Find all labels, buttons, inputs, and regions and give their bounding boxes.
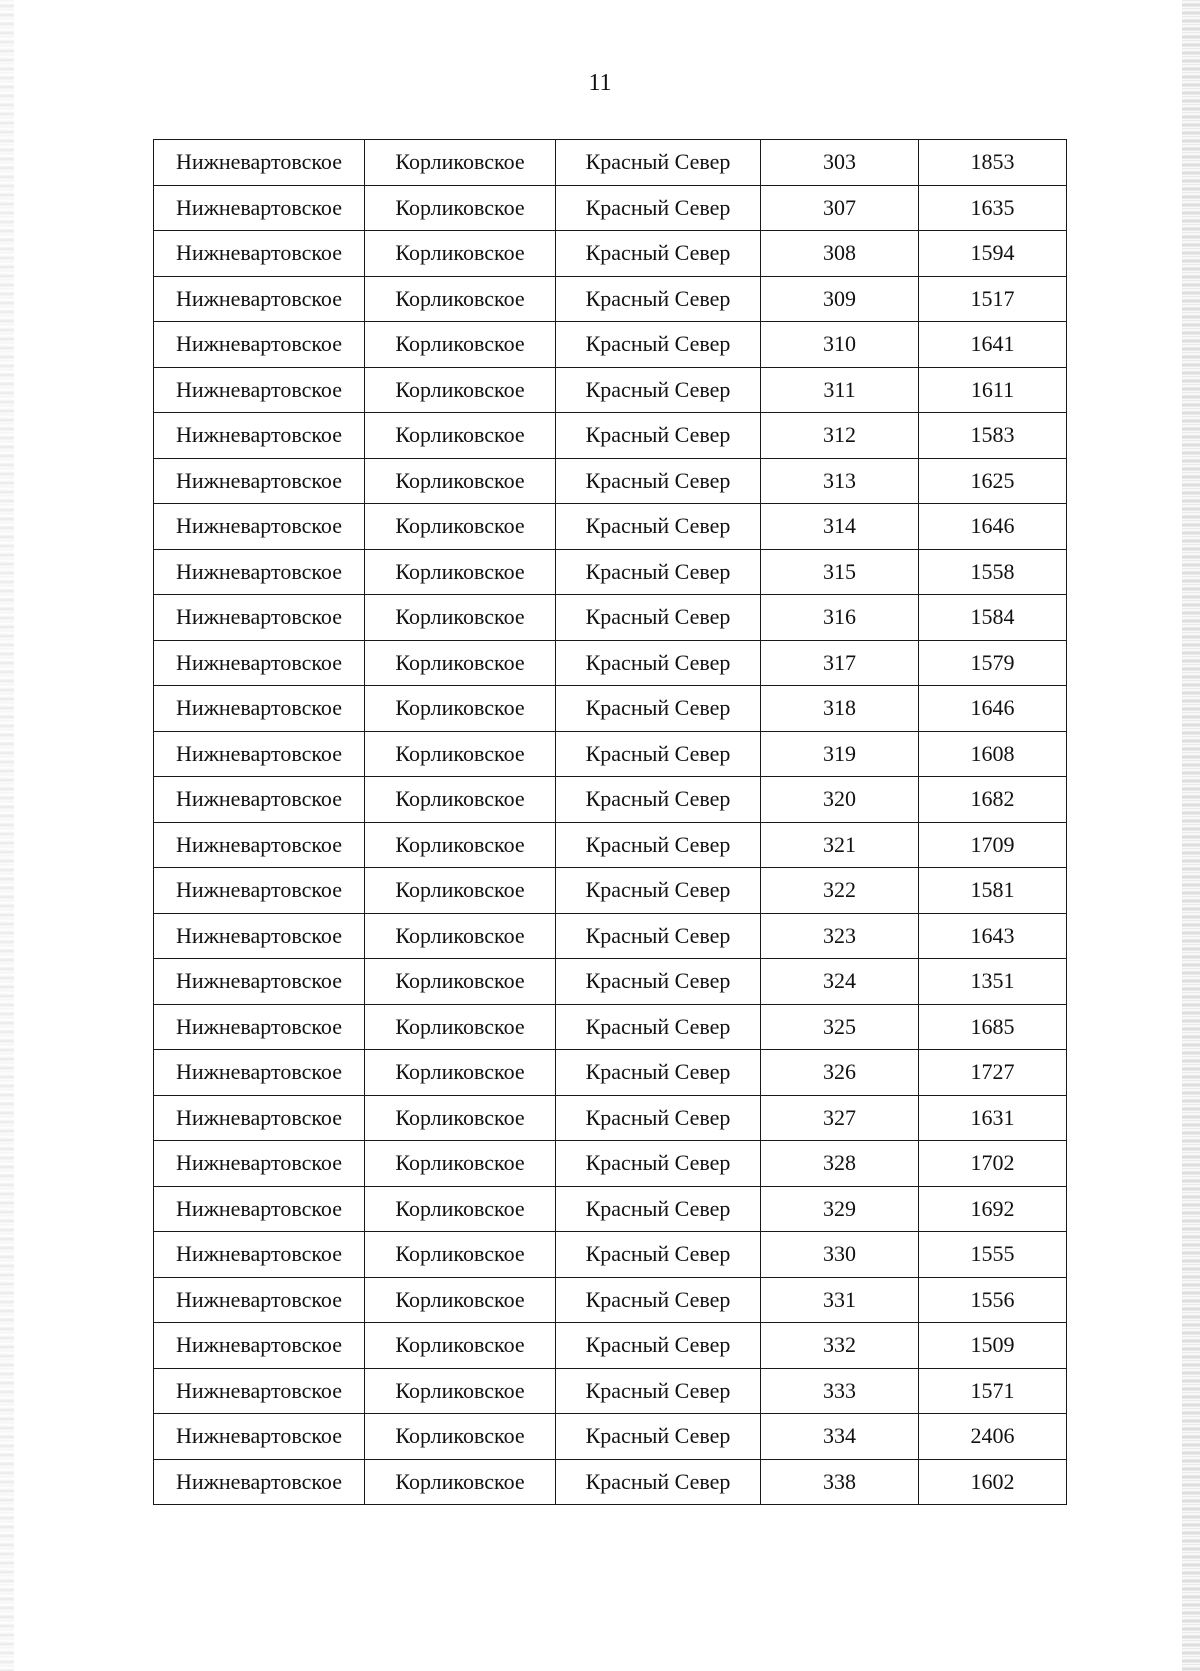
field-cell: Корликовское bbox=[365, 1414, 556, 1460]
company-cell: Красный Север bbox=[556, 1141, 761, 1187]
field-cell: Корликовское bbox=[365, 913, 556, 959]
well-number-cell: 1583 bbox=[919, 413, 1067, 459]
district-cell: Нижневартовское bbox=[154, 822, 365, 868]
field-cell: Корликовское bbox=[365, 868, 556, 914]
pad-number-cell: 320 bbox=[761, 777, 919, 823]
table-row bbox=[154, 549, 1067, 595]
pad-number-cell: 325 bbox=[761, 1004, 919, 1050]
well-number-cell: 1608 bbox=[919, 731, 1067, 777]
field-cell: Корликовское bbox=[365, 822, 556, 868]
company-cell: Красный Север bbox=[556, 1414, 761, 1460]
well-number-cell: 1594 bbox=[919, 231, 1067, 277]
page-number: 11 bbox=[588, 70, 612, 96]
pad-number-cell: 307 bbox=[761, 185, 919, 231]
pad-number-cell: 330 bbox=[761, 1232, 919, 1278]
well-number-cell: 1602 bbox=[919, 1459, 1067, 1505]
table-row bbox=[154, 1232, 1067, 1278]
company-cell: Красный Север bbox=[556, 777, 761, 823]
company-cell: Красный Север bbox=[556, 640, 761, 686]
company-cell: Красный Север bbox=[556, 231, 761, 277]
company-cell: Красный Север bbox=[556, 1277, 761, 1323]
well-number-cell: 1682 bbox=[919, 777, 1067, 823]
table-row bbox=[154, 1186, 1067, 1232]
company-cell: Красный Север bbox=[556, 595, 761, 641]
table-row bbox=[154, 322, 1067, 368]
company-cell: Красный Север bbox=[556, 868, 761, 914]
district-cell: Нижневартовское bbox=[154, 1186, 365, 1232]
company-cell: Красный Север bbox=[556, 1095, 761, 1141]
well-number-cell: 1709 bbox=[919, 822, 1067, 868]
pad-number-cell: 327 bbox=[761, 1095, 919, 1141]
company-cell: Красный Север bbox=[556, 1459, 761, 1505]
field-cell: Корликовское bbox=[365, 731, 556, 777]
well-number-cell: 1558 bbox=[919, 549, 1067, 595]
well-number-cell: 1581 bbox=[919, 868, 1067, 914]
company-cell: Красный Север bbox=[556, 913, 761, 959]
table-row bbox=[154, 367, 1067, 413]
well-number-cell: 1611 bbox=[919, 367, 1067, 413]
company-cell: Красный Север bbox=[556, 959, 761, 1005]
pad-number-cell: 311 bbox=[761, 367, 919, 413]
well-number-cell: 1555 bbox=[919, 1232, 1067, 1278]
table-row bbox=[154, 1368, 1067, 1414]
company-cell: Красный Север bbox=[556, 1323, 761, 1369]
data-table bbox=[153, 139, 1067, 1505]
table-row bbox=[154, 140, 1067, 186]
district-cell: Нижневартовское bbox=[154, 458, 365, 504]
company-cell: Красный Север bbox=[556, 504, 761, 550]
pad-number-cell: 312 bbox=[761, 413, 919, 459]
pad-number-cell: 324 bbox=[761, 959, 919, 1005]
well-number-cell: 1646 bbox=[919, 686, 1067, 732]
field-cell: Корликовское bbox=[365, 504, 556, 550]
table-row bbox=[154, 822, 1067, 868]
table-row bbox=[154, 1459, 1067, 1505]
district-cell: Нижневартовское bbox=[154, 1459, 365, 1505]
company-cell: Красный Север bbox=[556, 1368, 761, 1414]
district-cell: Нижневартовское bbox=[154, 913, 365, 959]
table-row bbox=[154, 231, 1067, 277]
district-cell: Нижневартовское bbox=[154, 1141, 365, 1187]
well-number-cell: 1556 bbox=[919, 1277, 1067, 1323]
district-cell: Нижневартовское bbox=[154, 1414, 365, 1460]
pad-number-cell: 315 bbox=[761, 549, 919, 595]
pad-number-cell: 313 bbox=[761, 458, 919, 504]
field-cell: Корликовское bbox=[365, 140, 556, 186]
table-row bbox=[154, 913, 1067, 959]
table-row bbox=[154, 1414, 1067, 1460]
field-cell: Корликовское bbox=[365, 231, 556, 277]
district-cell: Нижневартовское bbox=[154, 1232, 365, 1278]
well-number-cell: 1641 bbox=[919, 322, 1067, 368]
district-cell: Нижневартовское bbox=[154, 959, 365, 1005]
field-cell: Корликовское bbox=[365, 640, 556, 686]
table-row bbox=[154, 1323, 1067, 1369]
district-cell: Нижневартовское bbox=[154, 1368, 365, 1414]
field-cell: Корликовское bbox=[365, 595, 556, 641]
company-cell: Красный Север bbox=[556, 1186, 761, 1232]
well-number-cell: 1571 bbox=[919, 1368, 1067, 1414]
pad-number-cell: 323 bbox=[761, 913, 919, 959]
district-cell: Нижневартовское bbox=[154, 140, 365, 186]
company-cell: Красный Север bbox=[556, 140, 761, 186]
table-row bbox=[154, 959, 1067, 1005]
table-row bbox=[154, 1050, 1067, 1096]
well-number-cell: 1853 bbox=[919, 140, 1067, 186]
pad-number-cell: 317 bbox=[761, 640, 919, 686]
well-number-cell: 1517 bbox=[919, 276, 1067, 322]
district-cell: Нижневартовское bbox=[154, 367, 365, 413]
district-cell: Нижневартовское bbox=[154, 1323, 365, 1369]
field-cell: Корликовское bbox=[365, 549, 556, 595]
district-cell: Нижневартовское bbox=[154, 322, 365, 368]
pad-number-cell: 318 bbox=[761, 686, 919, 732]
pad-number-cell: 319 bbox=[761, 731, 919, 777]
field-cell: Корликовское bbox=[365, 1323, 556, 1369]
pad-number-cell: 309 bbox=[761, 276, 919, 322]
field-cell: Корликовское bbox=[365, 458, 556, 504]
well-number-cell: 1692 bbox=[919, 1186, 1067, 1232]
table-row bbox=[154, 413, 1067, 459]
well-number-cell: 1579 bbox=[919, 640, 1067, 686]
table-body bbox=[154, 140, 1067, 1505]
field-cell: Корликовское bbox=[365, 1368, 556, 1414]
company-cell: Красный Север bbox=[556, 276, 761, 322]
well-number-cell: 1635 bbox=[919, 185, 1067, 231]
well-number-cell: 1351 bbox=[919, 959, 1067, 1005]
company-cell: Красный Север bbox=[556, 185, 761, 231]
company-cell: Красный Север bbox=[556, 413, 761, 459]
scan-edge-right bbox=[1182, 0, 1200, 1671]
district-cell: Нижневартовское bbox=[154, 1050, 365, 1096]
well-number-cell: 1646 bbox=[919, 504, 1067, 550]
field-cell: Корликовское bbox=[365, 1095, 556, 1141]
field-cell: Корликовское bbox=[365, 322, 556, 368]
field-cell: Корликовское bbox=[365, 1232, 556, 1278]
field-cell: Корликовское bbox=[365, 1277, 556, 1323]
field-cell: Корликовское bbox=[365, 367, 556, 413]
pad-number-cell: 303 bbox=[761, 140, 919, 186]
field-cell: Корликовское bbox=[365, 1004, 556, 1050]
pad-number-cell: 333 bbox=[761, 1368, 919, 1414]
company-cell: Красный Север bbox=[556, 367, 761, 413]
table-row bbox=[154, 185, 1067, 231]
district-cell: Нижневартовское bbox=[154, 1004, 365, 1050]
district-cell: Нижневартовское bbox=[154, 185, 365, 231]
table-row bbox=[154, 276, 1067, 322]
well-number-cell: 1727 bbox=[919, 1050, 1067, 1096]
district-cell: Нижневартовское bbox=[154, 1277, 365, 1323]
pad-number-cell: 329 bbox=[761, 1186, 919, 1232]
pad-number-cell: 332 bbox=[761, 1323, 919, 1369]
company-cell: Красный Север bbox=[556, 731, 761, 777]
table-row bbox=[154, 1277, 1067, 1323]
pad-number-cell: 326 bbox=[761, 1050, 919, 1096]
field-cell: Корликовское bbox=[365, 777, 556, 823]
pad-number-cell: 338 bbox=[761, 1459, 919, 1505]
table-row bbox=[154, 504, 1067, 550]
table-row bbox=[154, 686, 1067, 732]
pad-number-cell: 316 bbox=[761, 595, 919, 641]
district-cell: Нижневартовское bbox=[154, 731, 365, 777]
field-cell: Корликовское bbox=[365, 959, 556, 1005]
pad-number-cell: 328 bbox=[761, 1141, 919, 1187]
company-cell: Красный Север bbox=[556, 686, 761, 732]
company-cell: Красный Север bbox=[556, 549, 761, 595]
table-row bbox=[154, 1095, 1067, 1141]
well-number-cell: 2406 bbox=[919, 1414, 1067, 1460]
pad-number-cell: 331 bbox=[761, 1277, 919, 1323]
district-cell: Нижневартовское bbox=[154, 549, 365, 595]
field-cell: Корликовское bbox=[365, 1459, 556, 1505]
table-row bbox=[154, 777, 1067, 823]
scan-edge-left bbox=[0, 0, 14, 1671]
field-cell: Корликовское bbox=[365, 1141, 556, 1187]
field-cell: Корликовское bbox=[365, 413, 556, 459]
field-cell: Корликовское bbox=[365, 1050, 556, 1096]
district-cell: Нижневартовское bbox=[154, 777, 365, 823]
well-number-cell: 1702 bbox=[919, 1141, 1067, 1187]
field-cell: Корликовское bbox=[365, 185, 556, 231]
well-number-cell: 1584 bbox=[919, 595, 1067, 641]
well-number-cell: 1685 bbox=[919, 1004, 1067, 1050]
district-cell: Нижневартовское bbox=[154, 504, 365, 550]
field-cell: Корликовское bbox=[365, 1186, 556, 1232]
company-cell: Красный Север bbox=[556, 1232, 761, 1278]
pad-number-cell: 322 bbox=[761, 868, 919, 914]
field-cell: Корликовское bbox=[365, 276, 556, 322]
district-cell: Нижневартовское bbox=[154, 868, 365, 914]
field-cell: Корликовское bbox=[365, 686, 556, 732]
company-cell: Красный Север bbox=[556, 1050, 761, 1096]
district-cell: Нижневартовское bbox=[154, 276, 365, 322]
table-row bbox=[154, 731, 1067, 777]
pad-number-cell: 334 bbox=[761, 1414, 919, 1460]
district-cell: Нижневартовское bbox=[154, 686, 365, 732]
company-cell: Красный Север bbox=[556, 458, 761, 504]
company-cell: Красный Север bbox=[556, 822, 761, 868]
district-cell: Нижневартовское bbox=[154, 413, 365, 459]
district-cell: Нижневартовское bbox=[154, 640, 365, 686]
well-number-cell: 1509 bbox=[919, 1323, 1067, 1369]
table-row bbox=[154, 1004, 1067, 1050]
table-row bbox=[154, 640, 1067, 686]
well-number-cell: 1643 bbox=[919, 913, 1067, 959]
well-number-cell: 1631 bbox=[919, 1095, 1067, 1141]
table-row bbox=[154, 458, 1067, 504]
pad-number-cell: 314 bbox=[761, 504, 919, 550]
district-cell: Нижневартовское bbox=[154, 231, 365, 277]
well-number-cell: 1625 bbox=[919, 458, 1067, 504]
table-row bbox=[154, 595, 1067, 641]
company-cell: Красный Север bbox=[556, 322, 761, 368]
pad-number-cell: 308 bbox=[761, 231, 919, 277]
district-cell: Нижневартовское bbox=[154, 1095, 365, 1141]
district-cell: Нижневартовское bbox=[154, 595, 365, 641]
pad-number-cell: 321 bbox=[761, 822, 919, 868]
table-row bbox=[154, 1141, 1067, 1187]
table-row bbox=[154, 868, 1067, 914]
pad-number-cell: 310 bbox=[761, 322, 919, 368]
company-cell: Красный Север bbox=[556, 1004, 761, 1050]
